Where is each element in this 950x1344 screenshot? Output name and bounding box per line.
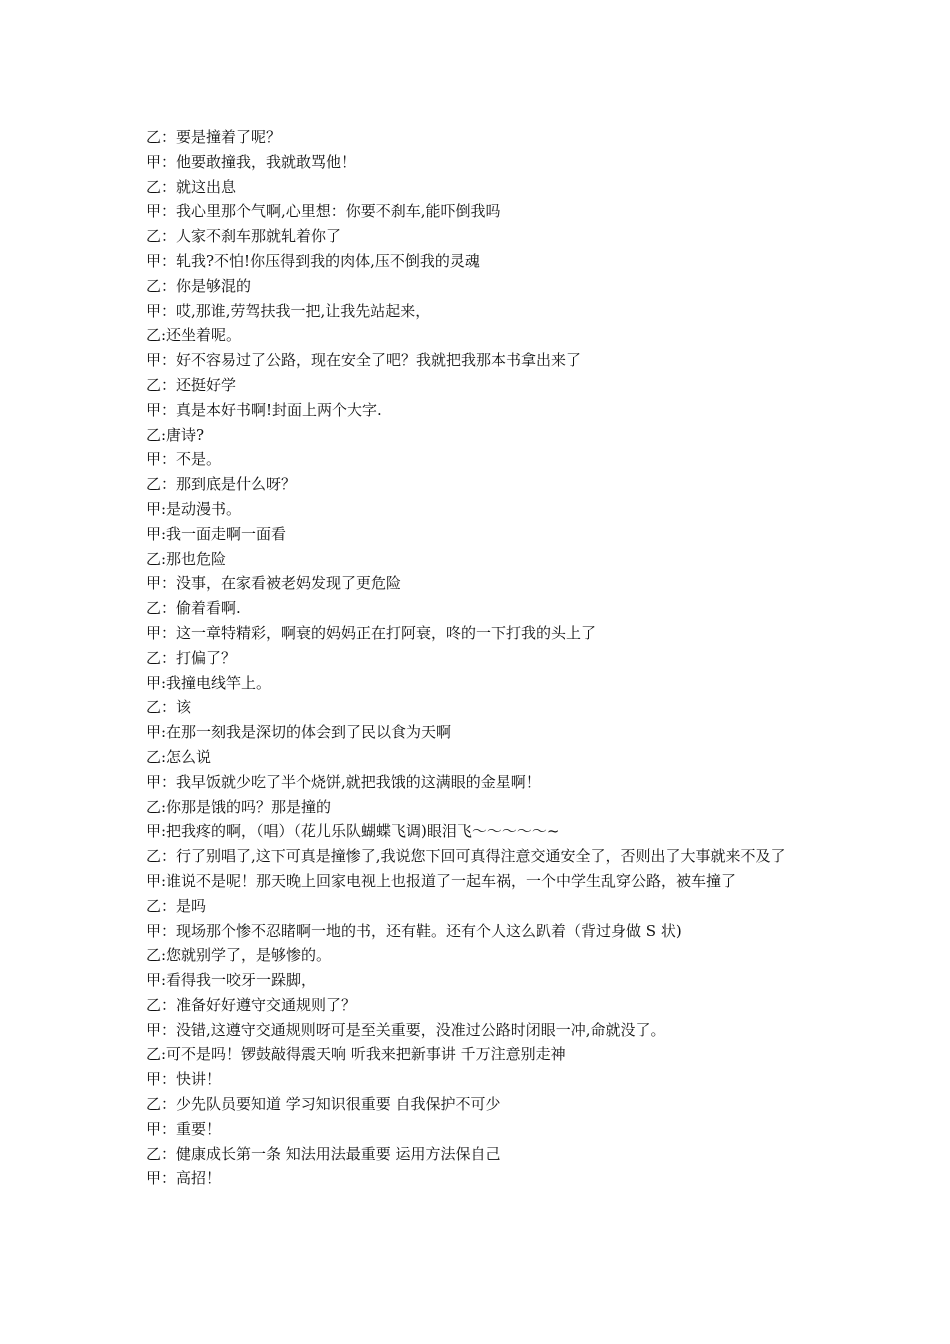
dialogue-line: 乙：人家不刹车那就轧着你了 bbox=[146, 227, 342, 246]
dialogue-line: 甲:在那一刻我是深切的体会到了民以食为天啊 bbox=[146, 723, 452, 742]
dialogue-line: 乙：该 bbox=[146, 698, 192, 717]
dialogue-line: 乙：行了别唱了,这下可真是撞惨了,我说您下回可真得注意交通安全了，否则出了大事就来不及了 bbox=[146, 847, 786, 866]
dialogue-line: 甲:看得我一咬牙一跺脚， bbox=[146, 971, 317, 990]
dialogue-line: 甲：快讲！ bbox=[146, 1070, 222, 1089]
dialogue-text bbox=[146, 125, 811, 1191]
dialogue-line: 甲：哎,那谁,劳驾扶我一把,让我先站起来， bbox=[146, 301, 431, 320]
dialogue-line: 甲：轧我?不怕!你压得到我的肉体,压不倒我的灵魂 bbox=[146, 251, 480, 270]
dialogue-line: 甲：重要！ bbox=[146, 1119, 222, 1138]
dialogue-line: 甲：我心里那个气啊,心里想：你要不刹车,能吓倒我吗 bbox=[146, 202, 501, 221]
dialogue-line: 甲：这一章特精彩，啊衰的妈妈正在打阿衰，咚的一下打我的头上了 bbox=[146, 623, 597, 642]
dialogue-line: 乙：打偏了？ bbox=[146, 648, 237, 667]
dialogue-line: 甲:我一面走啊一面看 bbox=[146, 524, 287, 543]
dialogue-line: 甲：不是。 bbox=[146, 450, 222, 469]
dialogue-line: 甲:把我疼的啊，（唱）（花儿乐队蝴蝶飞调)眼泪飞～～～～～~ bbox=[146, 822, 560, 841]
dialogue-line: 乙:还坐着呢。 bbox=[146, 326, 242, 345]
dialogue-line: 甲：他要敢撞我，我就敢骂他！ bbox=[146, 152, 357, 171]
dialogue-line: 乙:那也危险 bbox=[146, 549, 227, 568]
dialogue-line: 甲：好不容易过了公路，现在安全了吧？我就把我那本书拿出来了 bbox=[146, 351, 582, 370]
dialogue-line: 乙:您就别学了，是够惨的。 bbox=[146, 946, 332, 965]
dialogue-line: 甲：没事，在家看被老妈发现了更危险 bbox=[146, 574, 402, 593]
dialogue-line: 乙:唐诗? bbox=[146, 425, 205, 444]
dialogue-line: 甲:是动漫书。 bbox=[146, 499, 242, 518]
dialogue-line: 乙:可不是吗！锣鼓敲得震天响 听我来把新事讲 千万注意别走神 bbox=[146, 1045, 566, 1064]
dialogue-line: 乙：要是撞着了呢？ bbox=[146, 128, 282, 146]
dialogue-line: 乙：少先队员要知道 学习知识很重要 自我保护不可少 bbox=[146, 1095, 501, 1114]
dialogue-line: 乙：健康成长第一条 知法用法最重要 运用方法保自己 bbox=[146, 1144, 501, 1163]
dialogue-line: 甲：真是本好书啊!封面上两个大字. bbox=[146, 400, 382, 419]
dialogue-line: 甲:我撞电线竿上。 bbox=[146, 673, 272, 692]
dialogue-line: 乙:你那是饿的吗？那是撞的 bbox=[146, 797, 332, 816]
dialogue-line: 甲:谁说不是呢！那天晚上回家电视上也报道了一起车祸，一个中学生乱穿公路，被车撞了 bbox=[146, 871, 737, 890]
dialogue-line: 乙：那到底是什么呀？ bbox=[146, 475, 297, 494]
dialogue-line: 乙：还挺好学 bbox=[146, 375, 237, 394]
dialogue-line: 乙:怎么说 bbox=[146, 747, 212, 766]
dialogue-line: 乙：准备好好遵守交通规则了？ bbox=[146, 995, 357, 1014]
dialogue-line: 乙：偷着看啊. bbox=[146, 599, 241, 618]
dialogue-line: 乙：是吗 bbox=[146, 896, 207, 915]
dialogue-line: 甲：我早饭就少吃了半个烧饼,就把我饿的这满眼的金星啊！ bbox=[146, 772, 541, 791]
dialogue-line: 甲：高招！ bbox=[146, 1169, 222, 1188]
dialogue-line: 乙：就这出息 bbox=[146, 177, 237, 196]
dialogue-line: 乙：你是够混的 bbox=[146, 276, 252, 295]
dialogue-line: 甲：没错,这遵守交通规则呀可是至关重要，没准过公路时闭眼一冲,命就没了。 bbox=[146, 1020, 666, 1039]
dialogue-line: 甲：现场那个惨不忍睹啊一地的书，还有鞋。还有个人这么趴着（背过身做 S 状) bbox=[146, 921, 682, 940]
